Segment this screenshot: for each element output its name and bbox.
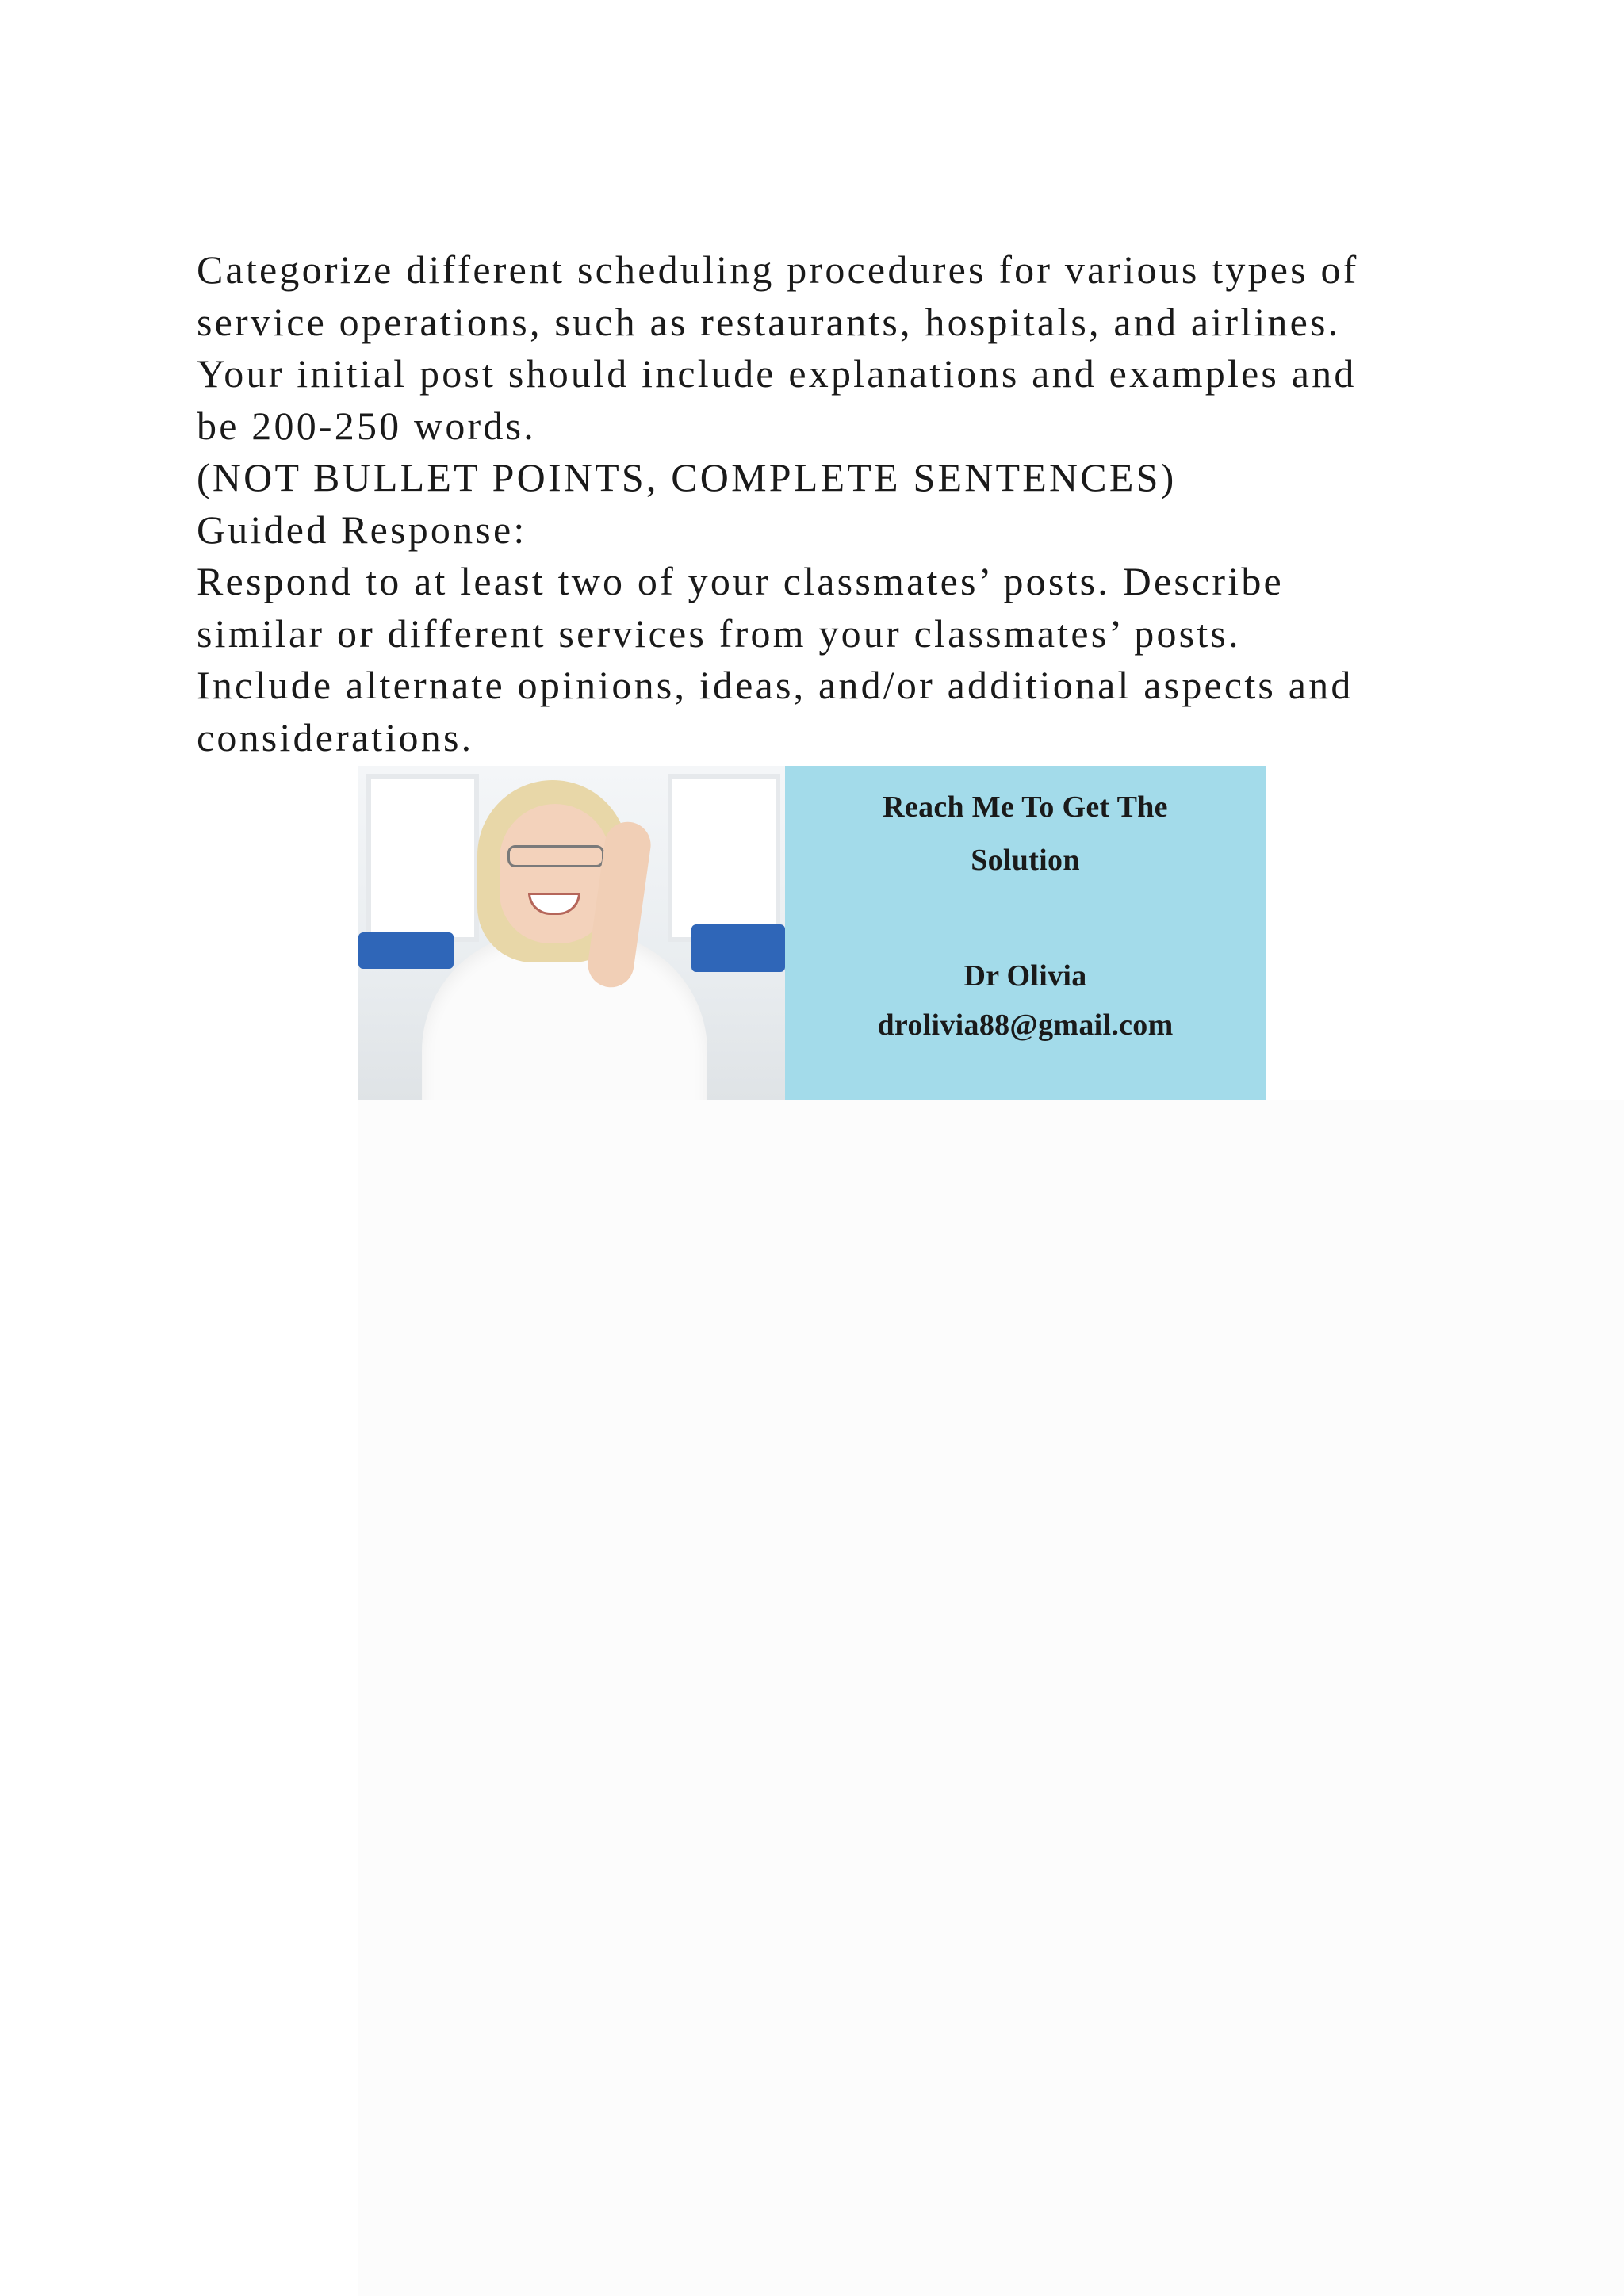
contact-panel: [785, 766, 1266, 1100]
contact-banner: [358, 766, 1266, 1100]
contact-email: drolivia88@gmail.com: [877, 1008, 1174, 1042]
portrait-photo: [358, 766, 785, 1100]
text-line: (NOT BULLET POINTS, COMPLETE SENTENCES): [197, 455, 1177, 499]
text-line: Your initial post should include explanations and examples and: [197, 351, 1357, 396]
text-line: Respond to at least two of your classmates’ posts. Describe: [197, 559, 1284, 603]
glasses-icon: [508, 845, 604, 867]
window-shape: [668, 774, 780, 942]
text-line: service operations, such as restaurants, hospitals, and airlines.: [197, 299, 1341, 344]
contact-name: Dr Olivia: [963, 959, 1087, 993]
body-text: [197, 244, 1481, 763]
chair-shape: [358, 932, 454, 969]
text-line: Include alternate opinions, ideas, and/or additional aspects and: [197, 663, 1354, 707]
guided-response-heading: Guided Response:: [197, 507, 527, 552]
banner-headline-1: Reach Me To Get The: [883, 790, 1168, 824]
text-line: be 200-250 words.: [197, 403, 536, 448]
window-shape: [366, 774, 479, 942]
banner-headline-2: Solution: [971, 844, 1080, 877]
text-line: considerations.: [197, 714, 474, 760]
scan-shade: [358, 1100, 1624, 2296]
text-line: Categorize different scheduling procedures for various types of: [197, 247, 1359, 292]
chair-shape: [691, 924, 785, 972]
text-line: similar or different services from your classmates’ posts.: [197, 610, 1241, 656]
